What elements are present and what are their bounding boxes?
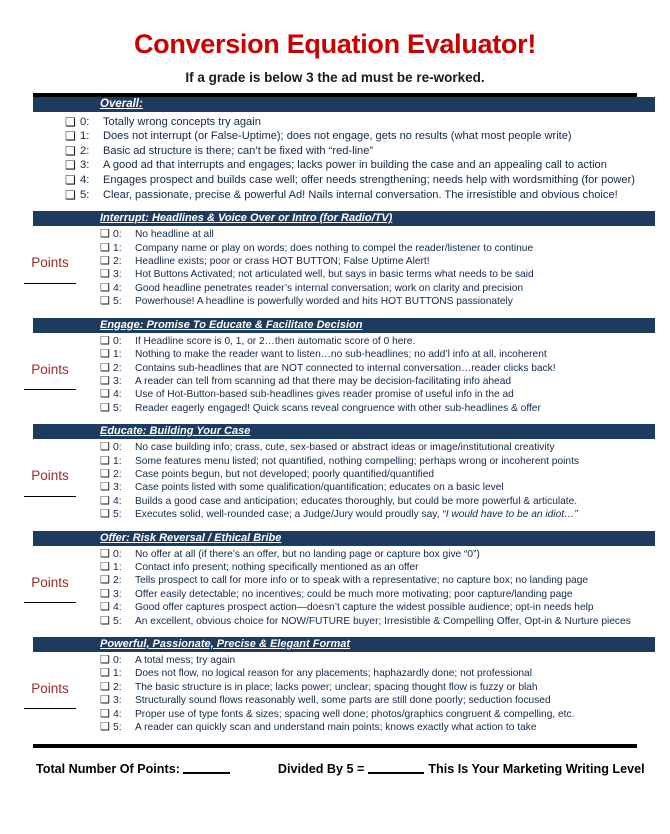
section-header-bar (33, 531, 655, 546)
score-number: 3: (113, 375, 122, 387)
score-option-row[interactable] (100, 694, 660, 707)
score-number: 5: (113, 615, 122, 627)
checkbox-icon[interactable]: ❑ (100, 241, 110, 254)
checkbox-icon[interactable]: ❑ (100, 361, 110, 374)
score-description: Totally wrong concepts try again (103, 115, 261, 128)
score-description: Good headline penetrates reader’s internal conversation; work on clarity and precision (135, 282, 524, 294)
score-description: Does not interrupt (or False-Uptime); does not engage, gets no results (what most people write) (103, 130, 572, 143)
score-description: Basic ad structure is there; can’t be fixed with “red-line” (103, 144, 374, 157)
score-option-row[interactable] (100, 242, 660, 255)
score-description: A reader can tell from scanning ad that there may be decision-facilitating info ahead (135, 375, 512, 387)
checkbox-icon[interactable]: ❑ (100, 574, 110, 587)
score-description: Case points begun, but not developed; poorly quantified/quantified (135, 468, 435, 480)
section-header-bar (33, 318, 655, 333)
score-option-row[interactable] (100, 348, 660, 361)
points-label: Points (31, 574, 69, 590)
score-description: Reader eagerly engaged! Quick scans reveal congruence with other sub-headlines & offer (135, 402, 541, 414)
score-description (135, 508, 660, 521)
score-description: Nothing to make the reader want to listen…no sub-headlines; no add’l info at all, incoherent (135, 349, 547, 361)
score-options-list (100, 226, 670, 311)
points-label: Points (31, 680, 69, 696)
section-heading: Powerful, Passionate, Precise & Elegant Format (100, 638, 351, 650)
score-number: 4: (113, 389, 122, 401)
score-number: 0: (113, 548, 122, 560)
checkbox-icon[interactable]: ❑ (100, 654, 110, 666)
points-entry-field[interactable] (24, 282, 76, 284)
checkbox-icon[interactable]: ❑ (100, 334, 110, 347)
score-description: An excellent, obvious choice for NOW/FUTURE buyer; Irresistible & Compelling Offer, Opt-in & Nurture pieces (135, 615, 631, 627)
score-number: 1: (80, 130, 90, 143)
score-option-row[interactable] (100, 615, 660, 628)
checkbox-icon[interactable]: ❑ (100, 281, 110, 294)
points-column (0, 113, 33, 206)
score-description: Offer easily detectable; no incentives; could be much more motivating; poor capture/landing page (135, 588, 573, 600)
score-options-list (100, 439, 670, 524)
section (0, 97, 670, 206)
section-header-bar (33, 637, 655, 652)
score-number: 2: (113, 681, 122, 693)
score-number: 1: (113, 242, 122, 254)
score-options-list (33, 113, 670, 206)
points-column (0, 226, 100, 311)
score-option-row[interactable] (100, 402, 660, 415)
score-description: Powerhouse! A headline is powerfully worded and hits HOT BUTTONS passionately (135, 296, 513, 308)
score-number: 3: (80, 159, 90, 172)
score-number: 0: (80, 115, 90, 128)
score-number: 5: (113, 296, 122, 308)
score-description: Good offer captures prospect action—doesn’t capture the widest possible audience; opt-in needs help (135, 602, 594, 614)
score-number: 5: (80, 188, 90, 201)
score-number: 3: (113, 588, 122, 600)
score-description: Case points listed with some qualification/quantification; educates on a basic level (135, 482, 504, 494)
points-column (0, 546, 100, 631)
section (0, 318, 670, 418)
score-number: 0: (113, 229, 122, 241)
checkbox-icon[interactable]: ❑ (65, 158, 76, 173)
score-number: 5: (113, 402, 122, 414)
score-description: Structurally sound flows reasonably well, some parts are still done poorly; seduction focused (135, 695, 551, 707)
points-label: Points (31, 255, 69, 271)
score-option-row[interactable] (100, 667, 660, 680)
score-option-row[interactable] (100, 282, 660, 295)
points-entry-field[interactable] (24, 495, 76, 497)
points-column (0, 333, 100, 418)
section-heading: Educate: Building Your Case (100, 425, 251, 438)
score-option-row[interactable] (100, 681, 660, 694)
score-description: Does not flow, no logical reason for any placements; haphazardly done; not professional (135, 668, 532, 680)
score-option-row[interactable] (100, 708, 660, 721)
points-entry-field[interactable] (24, 388, 76, 390)
page-subtitle: If a grade is below 3 the ad must be re-worked. (185, 69, 485, 85)
score-description: Contains sub-headlines that are NOT connected to internal conversation…reader clicks back! (135, 362, 556, 374)
checkbox-icon[interactable]: ❑ (100, 388, 110, 401)
score-option-row[interactable] (100, 654, 660, 667)
score-number: 4: (113, 708, 122, 720)
checkbox-icon[interactable]: ❑ (100, 467, 110, 480)
divided-result-field[interactable] (368, 772, 424, 774)
divided-by-label: Divided By 5 = (277, 762, 365, 777)
score-description: Builds a good case and anticipation; educates thoroughly, but could be more powerful & articulate. (135, 495, 578, 507)
checkbox-icon[interactable]: ❑ (100, 454, 110, 467)
writing-level-label: This Is Your Marketing Writing Level (428, 762, 645, 777)
score-option-row[interactable] (100, 495, 660, 508)
section-body (0, 652, 670, 737)
section-header-bar (33, 211, 655, 226)
score-number: 2: (113, 256, 122, 268)
score-description: Use of Hot-Button-based sub-headlines gives reader promise of useful info in the ad (135, 389, 514, 401)
checkbox-icon[interactable]: ❑ (100, 508, 110, 521)
points-entry-field[interactable] (24, 707, 76, 709)
checkbox-icon[interactable]: ❑ (100, 228, 110, 241)
score-description: A total mess; try again (135, 655, 236, 666)
section (0, 531, 670, 631)
score-option-row[interactable] (65, 188, 660, 203)
score-description: No offer at all (if there’s an offer, but no landing page or capture box give “0”) (135, 548, 480, 560)
score-option-row[interactable] (65, 115, 660, 130)
score-option-row[interactable] (65, 129, 660, 144)
score-number: 3: (113, 482, 122, 494)
section-heading: Engage: Promise To Educate & Facilitate Decision (100, 318, 363, 331)
checkbox-icon[interactable]: ❑ (100, 707, 110, 720)
score-number: 0: (113, 442, 122, 454)
footer-totals (36, 762, 670, 776)
checkbox-icon[interactable]: ❑ (100, 494, 110, 507)
score-description: Tells prospect to call for more info or to speak with a representative; no capture box; no landing page (135, 575, 589, 587)
score-option-row[interactable] (100, 601, 660, 614)
checkbox-icon[interactable]: ❑ (100, 601, 110, 614)
section-body (0, 439, 670, 524)
points-entry-field[interactable] (24, 601, 76, 603)
score-number: 2: (80, 144, 90, 157)
score-option-row[interactable] (100, 228, 660, 241)
score-option-row[interactable] (100, 335, 660, 348)
score-number: 2: (113, 468, 122, 480)
checkbox-icon[interactable]: ❑ (65, 173, 76, 188)
checkbox-icon[interactable]: ❑ (100, 560, 110, 573)
score-description: No case building info; crass, cute, sex-based or abstract ideas or image/institutional creativity (135, 442, 555, 454)
score-number: 1: (113, 455, 122, 467)
score-number: 1: (113, 561, 122, 573)
score-option-row[interactable] (100, 574, 660, 587)
score-number: 4: (113, 602, 122, 614)
section-body (0, 333, 670, 418)
checkbox-icon[interactable]: ❑ (100, 614, 110, 627)
score-description: If Headline score is 0, 1, or 2…then automatic score of 0 here. (135, 335, 416, 347)
score-number: 2: (113, 362, 122, 374)
score-option-row[interactable] (100, 588, 660, 601)
score-option-row[interactable] (100, 548, 660, 561)
score-number: 0: (113, 335, 122, 347)
score-option-row[interactable] (65, 158, 660, 173)
score-option-row[interactable] (100, 375, 660, 388)
score-number: 5: (113, 509, 122, 521)
score-option-row[interactable] (100, 561, 660, 574)
score-option-row[interactable] (100, 268, 660, 281)
score-description: Hot Buttons Activated; not articulated well, but says in basic terms what needs to be said (135, 269, 534, 281)
points-label: Points (31, 468, 69, 484)
section (0, 637, 670, 737)
score-number: 1: (113, 668, 122, 680)
section-heading: Offer: Risk Reversal / Ethical Bribe (100, 531, 282, 544)
score-description: The basic structure is in place; lacks power; unclear; spacing thought flow is fuzzy or blah (135, 681, 538, 693)
score-description: Engages prospect and builds case well; offer needs strengthening; needs help with wordsmithing (for power) (103, 174, 635, 187)
checkbox-icon[interactable]: ❑ (65, 187, 76, 202)
score-description-quote: “I would have to be an idiot…” (442, 509, 578, 521)
checkbox-icon[interactable]: ❑ (100, 268, 110, 281)
score-number: 3: (113, 269, 122, 281)
points-label: Points (31, 361, 69, 377)
section-body (0, 226, 670, 311)
checkbox-icon[interactable]: ❑ (100, 587, 110, 600)
checkbox-icon[interactable]: ❑ (100, 721, 110, 734)
score-option-row[interactable] (100, 388, 660, 401)
checkbox-icon[interactable]: ❑ (100, 481, 110, 494)
score-number: 0: (113, 655, 122, 666)
checkbox-icon[interactable]: ❑ (100, 667, 110, 680)
checkbox-icon[interactable]: ❑ (100, 401, 110, 414)
section (0, 424, 670, 524)
score-description: Clear, passionate, precise & powerful Ad! Nails internal conversation. The irresistible and obvious choice! (103, 188, 618, 201)
score-option-row[interactable] (100, 508, 660, 521)
score-option-row[interactable] (65, 144, 660, 159)
score-option-row[interactable] (100, 255, 660, 268)
section (0, 211, 670, 311)
score-description: Contact info present; nothing specifically mentioned as an offer (135, 561, 419, 573)
sections-container (0, 97, 670, 738)
section-header-bar (33, 97, 655, 112)
checkbox-icon[interactable]: ❑ (100, 441, 110, 454)
score-option-row[interactable] (100, 441, 660, 454)
checkbox-icon[interactable]: ❑ (100, 374, 110, 387)
checkbox-icon[interactable]: ❑ (100, 255, 110, 268)
checkbox-icon[interactable]: ❑ (100, 694, 110, 707)
score-number: 2: (113, 575, 122, 587)
section-heading: Overall: (100, 97, 143, 110)
score-description: Proper use of type fonts & sizes; spacing well done; photos/graphics congruent & compelling, etc. (135, 708, 575, 720)
score-options-list (100, 652, 670, 737)
score-number: 4: (113, 495, 122, 507)
score-option-row[interactable] (100, 721, 660, 734)
score-description: Some features menu listed; not quantified, nothing compelling; perhaps wrong or incoherent points (135, 455, 579, 467)
section-body (0, 112, 670, 206)
score-number: 1: (113, 349, 122, 361)
score-option-row[interactable] (65, 173, 660, 188)
score-option-row[interactable] (100, 481, 660, 494)
section-body (0, 546, 670, 631)
score-option-row[interactable] (100, 455, 660, 468)
checkbox-icon[interactable]: ❑ (100, 348, 110, 361)
score-number: 4: (80, 174, 90, 187)
points-column (0, 652, 100, 737)
score-option-row[interactable] (100, 468, 660, 481)
score-number: 4: (113, 282, 122, 294)
score-description: A reader can quickly scan and understand main points; knows exactly what action to take (135, 722, 537, 734)
score-description: Company name or play on words; does nothing to compel the reader/listener to continue (135, 242, 534, 254)
checkbox-icon[interactable]: ❑ (65, 143, 76, 158)
total-points-field[interactable] (183, 772, 230, 774)
checkbox-icon[interactable]: ❑ (100, 547, 110, 560)
score-option-row[interactable] (100, 362, 660, 375)
score-description: Headline exists; poor or crass HOT BUTTON; False Uptime Alert! (135, 256, 430, 268)
score-number: 3: (113, 695, 122, 707)
score-options-list (100, 333, 670, 418)
section-header-bar (33, 424, 655, 439)
score-description-text: Executes solid, well-rounded case; a Judge/Jury would proudly say, (135, 509, 443, 521)
checkbox-icon[interactable]: ❑ (100, 680, 110, 693)
page-title: Conversion Equation Evaluator! (133, 29, 537, 59)
checkbox-icon[interactable]: ❑ (65, 129, 76, 144)
score-options-list (100, 546, 670, 631)
section-heading: Interrupt: Headlines & Voice Over or Intro (for Radio/TV) (100, 212, 393, 225)
score-option-row[interactable] (100, 295, 660, 308)
total-points-label: Total Number Of Points: (36, 762, 180, 777)
score-number: 5: (113, 722, 122, 734)
bottom-divider (33, 744, 637, 748)
score-description: No headline at all (135, 229, 214, 241)
points-column (0, 439, 100, 524)
score-description: A good ad that interrupts and engages; lacks power in building the case and an appealing call to action (103, 159, 607, 172)
checkbox-icon[interactable]: ❑ (65, 114, 76, 129)
checkbox-icon[interactable]: ❑ (100, 295, 110, 308)
